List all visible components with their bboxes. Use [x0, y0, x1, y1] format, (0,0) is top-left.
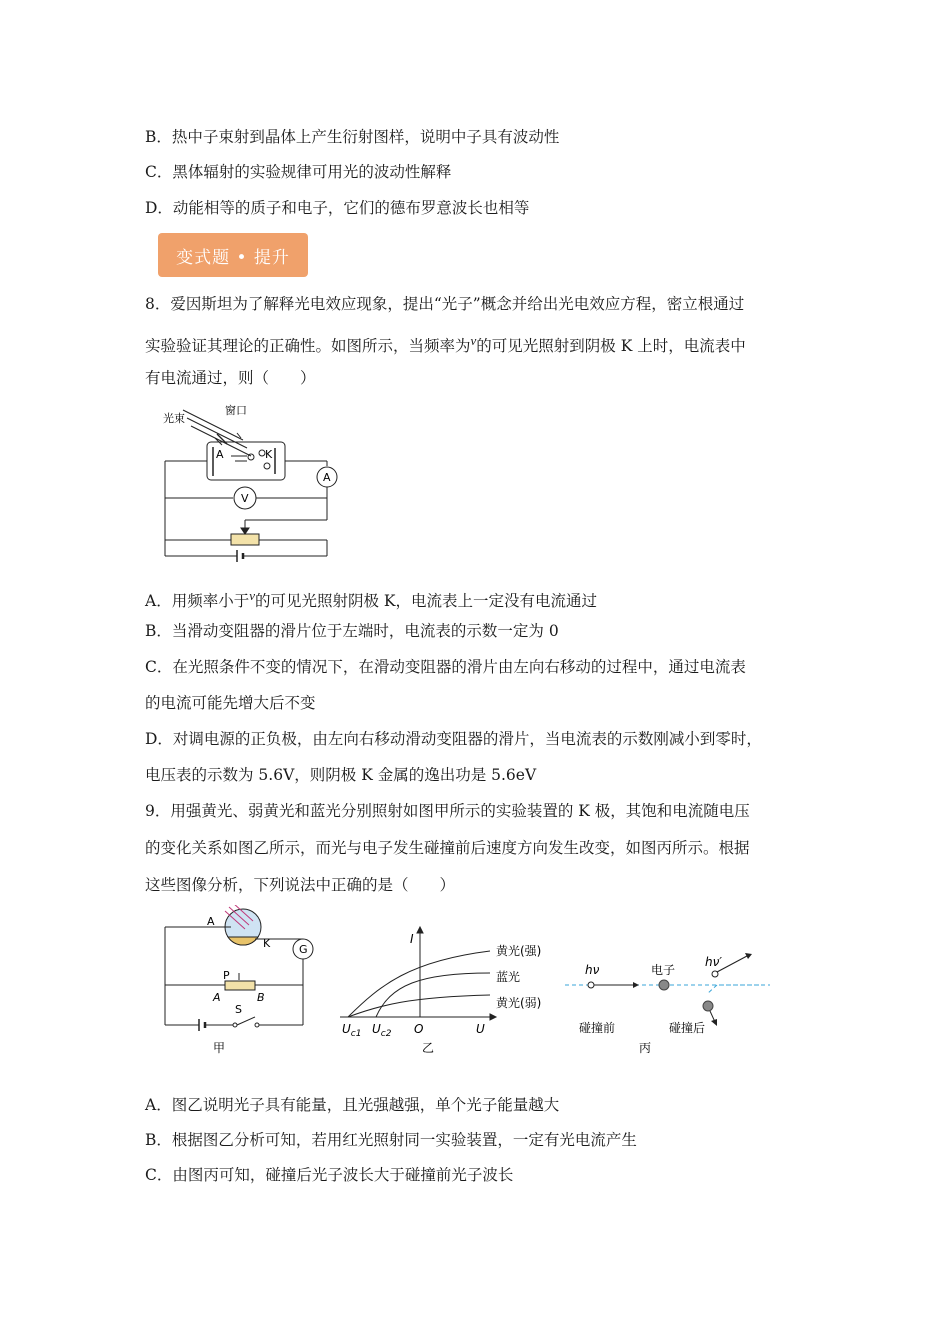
- figure-jia-caption: 甲: [213, 1041, 226, 1055]
- ammeter-label: A: [323, 471, 331, 484]
- q9-figure-yi: [340, 925, 560, 1057]
- q9-option-b: B．根据图乙分析可知，若用红光照射同一实验装置，一定有光电流产生: [145, 1131, 637, 1149]
- after-collision-label: 碰撞后: [669, 1021, 706, 1035]
- photon-before-label: hν: [585, 963, 600, 977]
- light-beam-label: 光束: [163, 412, 185, 425]
- prev-option-d: D．动能相等的质子和电子，它们的德布罗意波长也相等: [145, 199, 530, 217]
- q9-figure-jia: [155, 905, 325, 1057]
- origin-label: O: [414, 1022, 424, 1036]
- cathode-label: K: [265, 448, 273, 461]
- before-collision-label: 碰撞前: [579, 1021, 616, 1035]
- q9-stem-line2: 的变化关系如图乙所示，而光与电子发生碰撞前后速度方向发生改变，如图丙所示。根据: [145, 839, 750, 857]
- legend-yellow-weak: 黄光(弱): [496, 996, 542, 1010]
- window-label: 窗口: [225, 404, 247, 417]
- switch-label: S: [235, 1003, 242, 1016]
- figure-bing-caption: 丙: [639, 1041, 652, 1055]
- q8-option-d-line2: 电压表的示数为 5.6V，则阴极 K 金属的逸出功是 5.6eV: [145, 766, 537, 784]
- q8-option-a-text2: 的可见光照射阴极 K，电流表上一定没有电流通过: [254, 592, 597, 610]
- q8-option-b: B．当滑动变阻器的滑片位于左端时，电流表的示数一定为 0: [145, 622, 559, 640]
- q8-stem-line2-a: 实验验证其理论的正确性。如图所示，当频率为: [145, 337, 471, 355]
- uc2-label: $U_{c2}$: [372, 1022, 392, 1039]
- q8-option-d-line1: D．对调电源的正负极，由左向右移动滑动变阻器的滑片，当电流表的示数刚减小到零时，: [145, 730, 762, 748]
- q8-circuit-figure: [155, 400, 345, 562]
- galvanometer-label: G: [299, 943, 308, 956]
- q9-figure-bing: [565, 950, 780, 1057]
- prev-option-b: B．热中子束射到晶体上产生衍射图样，说明中子具有波动性: [145, 128, 560, 146]
- q8-stem-line3: 有电流通过，则（ ）: [145, 369, 316, 387]
- q8-option-a: [145, 586, 597, 611]
- q8-stem-line2: [145, 331, 746, 356]
- nu-symbol: ν: [249, 588, 255, 603]
- q8-stem-line2-b: 的可见光照射到阴极 K 上时，电流表中: [476, 337, 746, 355]
- axis-i-label: I: [410, 932, 414, 946]
- q9-stem-line3: 这些图像分析，下列说法中正确的是（ ）: [145, 876, 456, 894]
- rheostat-a-label: A: [213, 991, 221, 1004]
- electron-label: 电子: [651, 963, 676, 977]
- rheostat-b-label: B: [257, 991, 265, 1004]
- jia-anode-label: A: [207, 915, 215, 928]
- uc1-label: $U_{c1}$: [342, 1022, 362, 1039]
- photon-after-label: hν′: [705, 955, 723, 969]
- slider-label: P: [223, 969, 230, 982]
- variant-badge: 变式题 • 提升: [158, 233, 308, 277]
- legend-blue: 蓝光: [496, 970, 521, 984]
- q9-option-c: C．由图丙可知，碰撞后光子波长大于碰撞前光子波长: [145, 1166, 514, 1184]
- q9-stem-line1: 9．用强黄光、弱黄光和蓝光分别照射如图甲所示的实验装置的 K 极，其饱和电流随电压: [145, 802, 750, 820]
- jia-cathode-label: K: [263, 937, 271, 950]
- q9-option-a: A．图乙说明光子具有能量，且光强越强，单个光子能量越大: [145, 1096, 560, 1114]
- prev-option-c: C．黑体辐射的实验规律可用光的波动性解释: [145, 163, 452, 181]
- legend-yellow-strong: 黄光(强): [496, 944, 542, 958]
- nu-symbol: ν: [470, 333, 477, 348]
- q8-option-a-text1: A．用频率小于: [145, 592, 250, 610]
- axis-u-label: U: [476, 1022, 485, 1036]
- q8-option-c-line1: C．在光照条件不变的情况下，在滑动变阻器的滑片由左向右移动的过程中，通过电流表: [145, 658, 746, 676]
- voltmeter-label: V: [241, 492, 249, 505]
- q8-stem-line1: 8．爱因斯坦为了解释光电效应现象，提出“光子”概念并给出光电效应方程，密立根通过: [145, 295, 745, 313]
- q8-option-c-line2: 的电流可能先增大后不变: [145, 694, 316, 712]
- figure-yi-caption: 乙: [422, 1041, 435, 1055]
- anode-label: A: [216, 448, 224, 461]
